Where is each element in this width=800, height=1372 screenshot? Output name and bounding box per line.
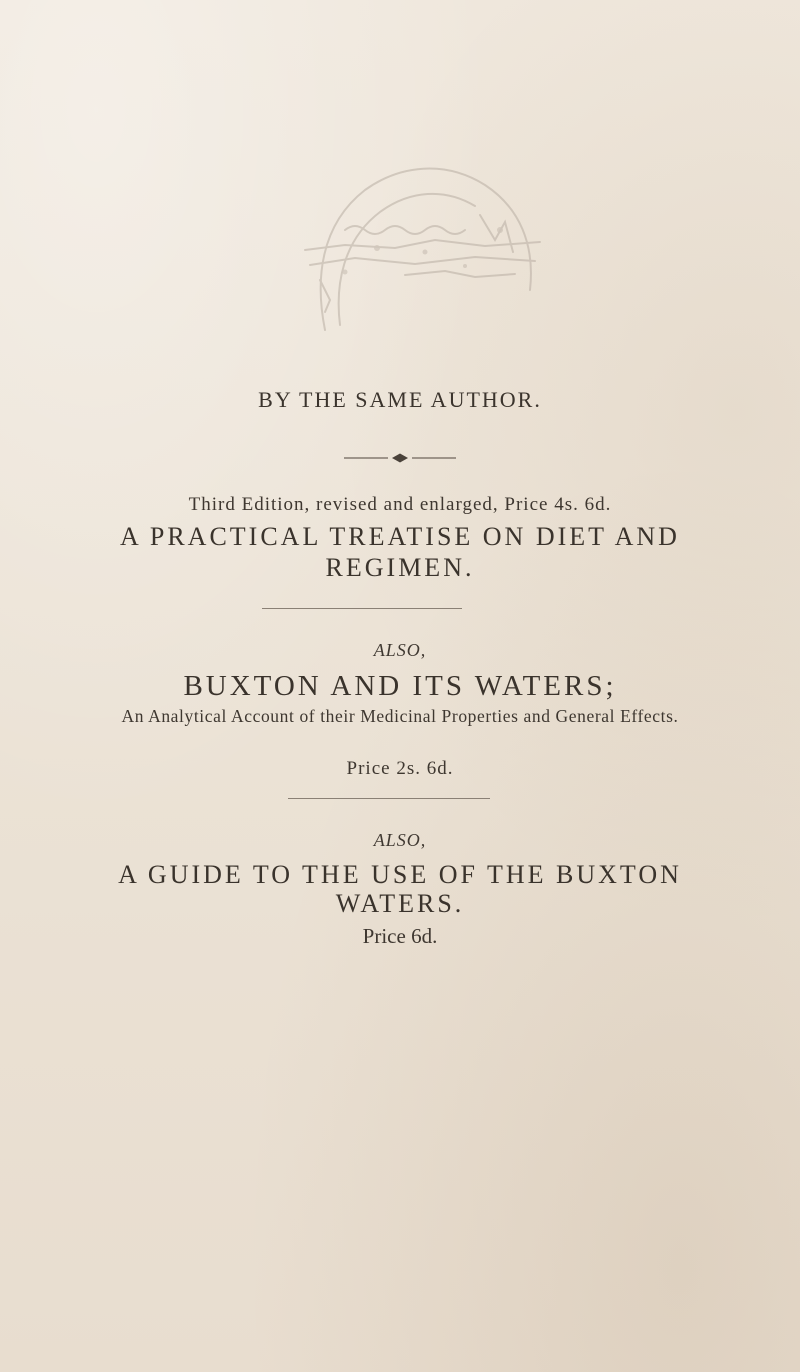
book-title: BUXTON AND ITS WATERS; <box>183 670 617 702</box>
book-title-line1: A GUIDE TO THE USE OF THE BUXTON <box>118 860 682 889</box>
page-heading: BY THE SAME AUTHOR. <box>258 387 542 412</box>
book-title-line2: REGIMEN. <box>325 553 475 582</box>
also-label: ALSO, <box>373 640 427 660</box>
ornament-divider-icon <box>340 452 460 464</box>
also-label: ALSO, <box>373 830 427 850</box>
divider-rule <box>288 798 490 799</box>
library-stamp-icon <box>285 130 555 360</box>
book-title-line2: WATERS. <box>335 889 465 918</box>
book-price: Price 2s. 6d. <box>346 758 454 779</box>
divider-rule <box>262 608 462 609</box>
book-price: Price 6d. <box>362 924 438 948</box>
book-subtitle: An Analytical Account of their Medicinal Properties and General Effects. <box>121 706 679 726</box>
book-title-line1: A PRACTICAL TREATISE ON DIET AND <box>120 522 680 551</box>
edition-note: Third Edition, revised and enlarged, Price 4s. 6d. <box>188 494 612 515</box>
